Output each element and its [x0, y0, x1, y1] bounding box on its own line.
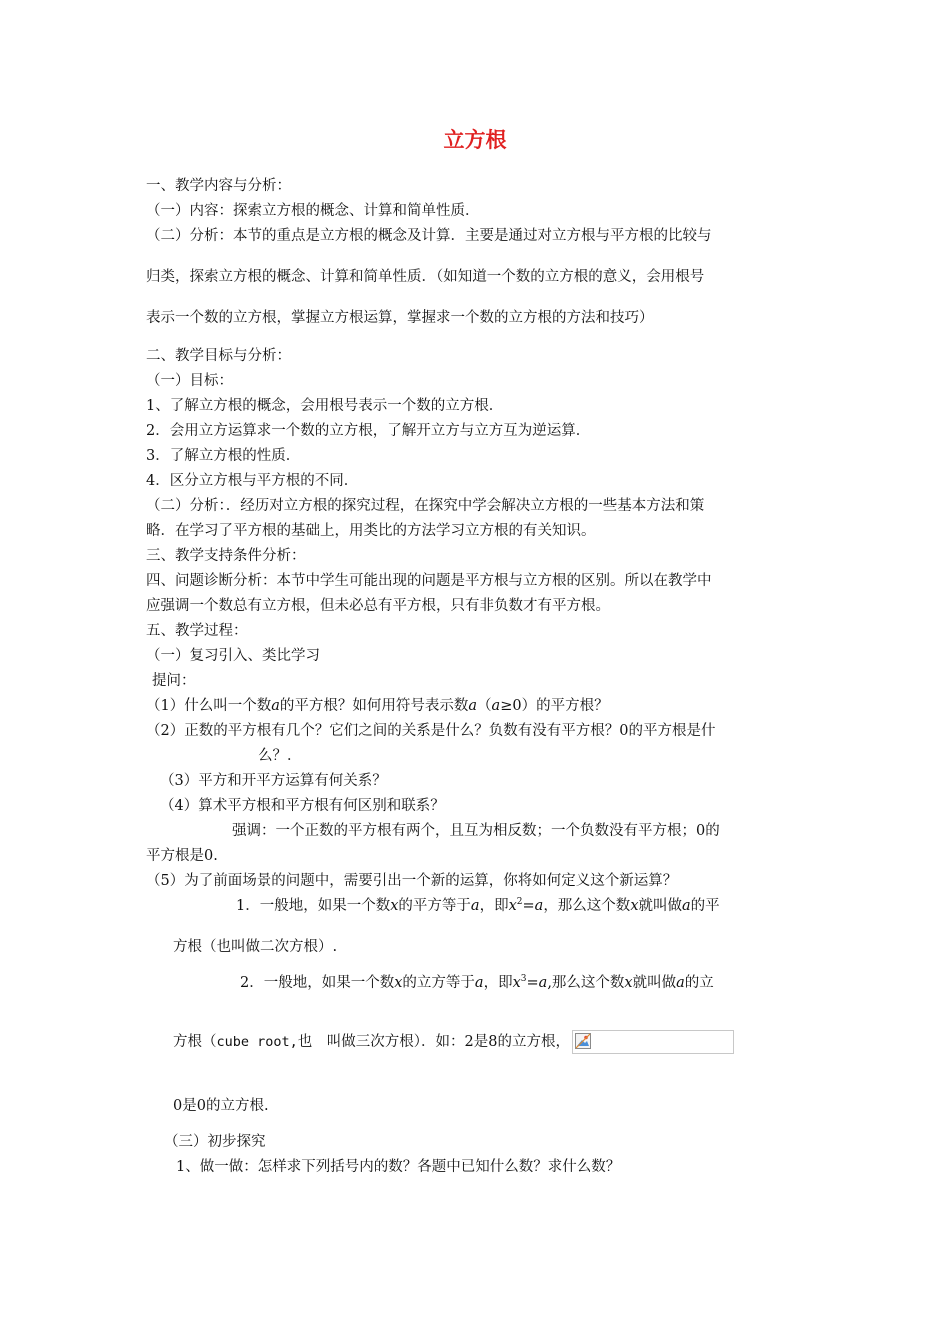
content-line: （一）内容：探索立方根的概念、计算和简单性质．	[146, 203, 480, 219]
goal-item-2: 2．会用立方运算求一个数的立方根，了解开立方与立方互为逆运算．	[146, 423, 591, 439]
emphasis-line-2: 平方根是0.	[146, 848, 218, 864]
goal-item-4: 4．区分立方根与平方根的不同．	[146, 473, 359, 489]
emphasis-line-1: 强调：一个正数的平方根有两个，且互为相反数；一个负数没有平方根；0的	[232, 823, 720, 839]
definition-square-root-line-1: 1．一般地，如果一个数x的平方等于a，即$x^2=a$，那么这个数x就叫做a的平	[236, 897, 720, 914]
review-heading: （一）复习引入、类比学习	[146, 648, 320, 664]
section-2-heading: 二、教学目标与分析：	[146, 348, 291, 364]
section-5-heading: 五、教学过程：	[146, 623, 248, 639]
analysis-line-2: 归类，探索立方根的概念、计算和简单性质．（如知道一个数的立方根的意义，会用根号	[146, 269, 705, 285]
section-3-heading: 三、教学支持条件分析：	[146, 548, 306, 564]
question-2-line-2: 么？．	[258, 748, 302, 764]
analysis-line-3: 表示一个数的立方根，掌握立方根运算，掌握求一个数的立方根的方法和技巧）	[146, 310, 654, 326]
broken-image-placeholder	[572, 1030, 734, 1054]
activity-1: 1、做一做：怎样求下列括号内的数？各题中已知什么数？求什么数？	[176, 1159, 621, 1175]
cube-root-example: 0是0的立方根.	[173, 1098, 269, 1114]
section-4-line-2: 应强调一个数总有立方根，但未必总有平方根，只有非负数才有平方根。	[146, 598, 610, 614]
document-title: 立方根	[443, 128, 507, 152]
question-3: （3）平方和开平方运算有何关系？	[160, 773, 387, 789]
goal-analysis-line-1: （二）分析：．经历对立方根的探究过程，在探究中学会解决立方根的一些基本方法和策	[146, 498, 705, 514]
question-label: 提问：	[152, 673, 196, 689]
analysis-line-1: （二）分析：本节的重点是立方根的概念及计算．主要是通过对立方根与平方根的比较与	[146, 228, 712, 244]
goal-item-3: 3．了解立方根的性质．	[146, 448, 301, 464]
section-4-line-1: 四、问题诊断分析：本节中学生可能出现的问题是平方根与立方根的区别。所以在教学中	[146, 573, 712, 589]
question-4: （4）算术平方根和平方根有何区别和联系？	[160, 798, 445, 814]
goal-analysis-line-2: 略．在学习了平方根的基础上，用类比的方法学习立方根的有关知识。	[146, 523, 596, 539]
broken-image-icon	[575, 1033, 591, 1049]
question-2-line-1: （2）正数的平方根有几个？它们之间的关系是什么？负数有没有平方根？0的平方根是什	[146, 723, 716, 739]
goals-heading: （一）目标：	[146, 373, 233, 389]
question-1: （1）什么叫一个数a的平方根？如何用符号表示数a（a≥0）的平方根？	[146, 698, 609, 714]
goal-item-1: 1、了解立方根的概念，会用根号表示一个数的立方根．	[146, 398, 504, 414]
definition-cube-root-line-1: 2．一般地，如果一个数x的立方等于a，即$x^3=a$,那么这个数x就叫做a的立	[240, 974, 714, 991]
initial-inquiry-heading: （三）初步探究	[164, 1134, 266, 1150]
definition-cube-root-line-2: 方根（cube root,也 叫做三次方根）．如：2是8的立方根，	[173, 1030, 734, 1054]
section-1-heading: 一、教学内容与分析：	[146, 178, 291, 194]
question-5: （5）为了前面场景的问题中，需要引出一个新的运算，你将如何定义这个新运算？	[146, 873, 678, 889]
definition-square-root-line-2: 方根（也叫做二次方根）.	[173, 939, 338, 955]
